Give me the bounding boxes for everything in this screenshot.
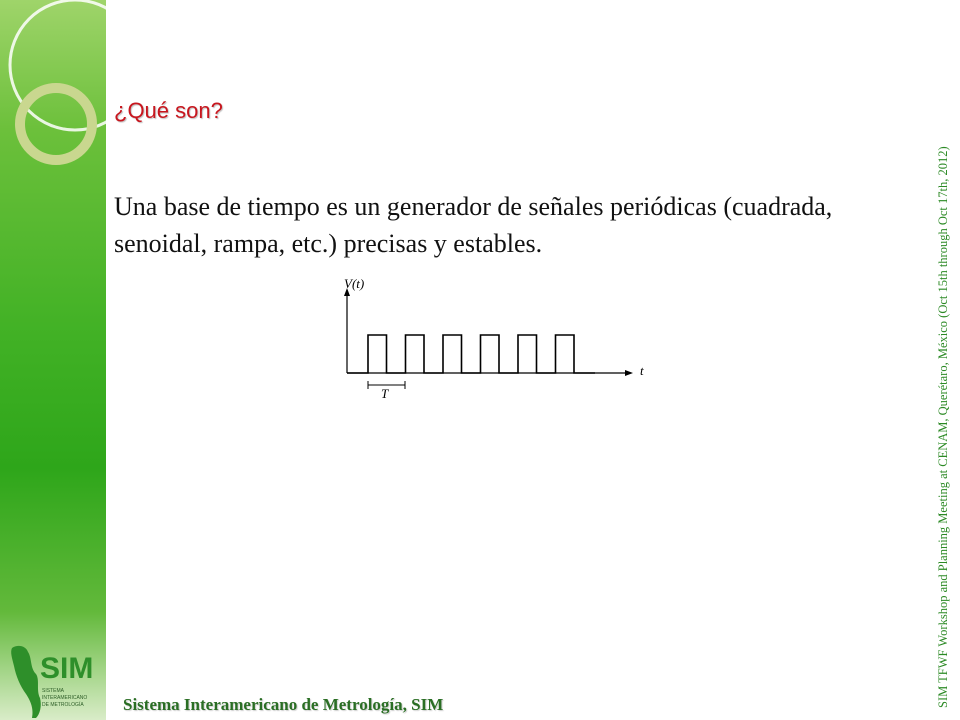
x-axis-label: t	[640, 363, 644, 378]
sim-logo	[6, 640, 106, 720]
green-sidebar	[0, 0, 106, 720]
square-wave	[347, 335, 595, 373]
logo-subtitle-1: SISTEMA	[42, 688, 64, 694]
logo-text: SIM	[40, 652, 94, 685]
side-caption	[932, 18, 956, 708]
square-wave-diagram	[335, 268, 665, 408]
slide-title: ¿Qué son?	[114, 98, 223, 123]
footer-text: Sistema Interamericano de Metrología, SIM	[123, 695, 444, 714]
x-axis-arrow-icon	[625, 370, 633, 376]
logo-subtitle-2: INTERAMERICANO	[42, 695, 88, 701]
americas-map-icon	[11, 646, 41, 718]
period-label: T	[381, 386, 389, 401]
logo-subtitle-3: DE METROLOGÍA	[42, 702, 84, 708]
y-axis	[344, 288, 350, 373]
square-wave-line	[347, 335, 595, 373]
y-axis-label: V(t)	[344, 276, 365, 291]
side-caption-text: SIM TFWF Workshop and Planning Meeting at CENAM, Querétaro, México (Oct 15th through Oct 17th, 2012)	[936, 146, 950, 708]
slide-body-text: Una base de tiempo es un generador de señales periódicas (cuadrada, senoidal, rampa, etc.) precisas y estables.	[114, 192, 833, 258]
